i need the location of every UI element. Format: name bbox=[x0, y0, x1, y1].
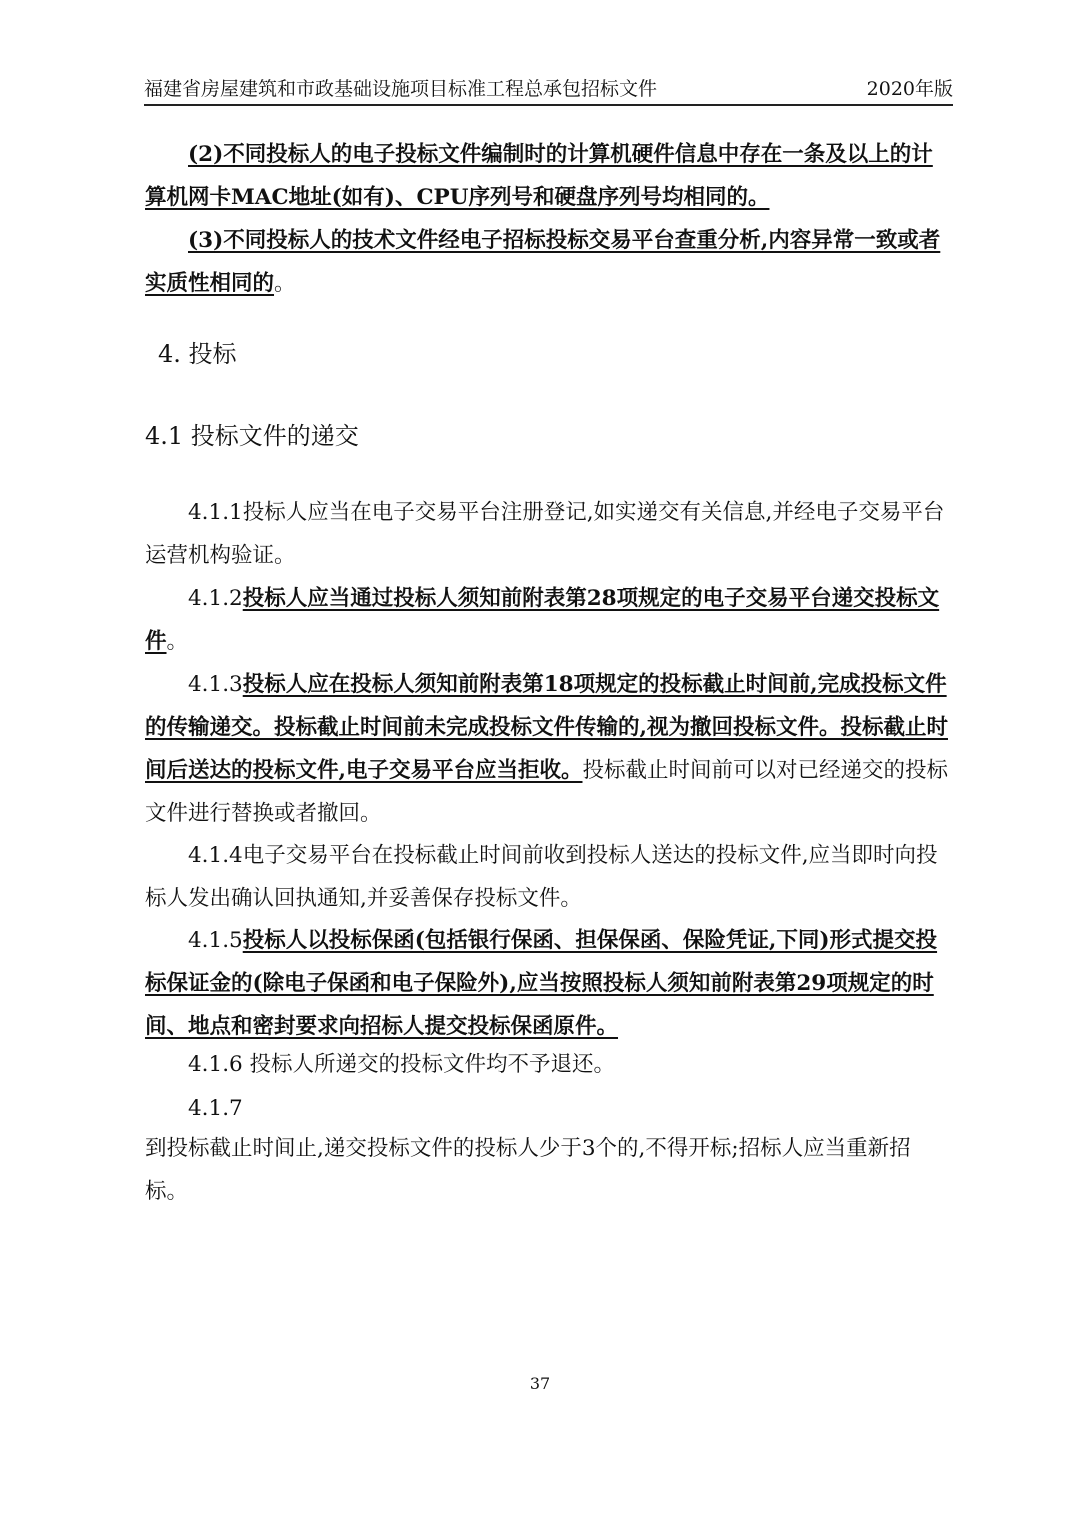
clause-4-1-5-number: 4.1.5 bbox=[188, 928, 243, 953]
paragraph-item-2 bbox=[145, 133, 953, 219]
clause-4-1-5 bbox=[145, 919, 953, 1048]
clause-4-1-7-number: 4.1.7 bbox=[188, 1096, 243, 1121]
paragraph-item-3-end: 。 bbox=[274, 271, 296, 296]
header-edition: 2020年版 bbox=[866, 78, 953, 100]
clause-4-1-6 bbox=[145, 1043, 953, 1086]
page-number: 37 bbox=[529, 1374, 551, 1393]
paragraph-item-3 bbox=[145, 219, 953, 305]
clause-4-1-2 bbox=[145, 577, 953, 663]
clause-4-1-2-text: 投标人应当通过投标人须知前附表第28项规定的电子交易平台递交投标文件 bbox=[145, 586, 940, 654]
clause-4-1-2-number: 4.1.2 bbox=[188, 586, 243, 611]
clause-4-1-3-text-underlined: 投标人应在投标人须知前附表第18项规定的投标截止时间前,完成投标文件的传输递交。投标截止时间前未完成投标文件传输的,视为撤回投标文件。投标截止时间后送达的投标文件,电子交易平台应当拒收。 bbox=[145, 672, 948, 783]
clause-4-1-3 bbox=[145, 663, 953, 835]
clause-4-1-1 bbox=[145, 491, 953, 577]
clause-4-1-2-end: 。 bbox=[166, 629, 189, 654]
paragraph-item-3-text: (3)不同投标人的技术文件经电子招标投标交易平台查重分析,内容异常一致或者实质性相同的 bbox=[145, 228, 941, 296]
clause-4-1-4-text: 电子交易平台在投标截止时间前收到投标人送达的投标文件,应当即时向投标人发出确认回执通知,并妥善保存投标文件。 bbox=[145, 843, 938, 911]
clause-4-1-7-text: 到投标截止时间止,递交投标文件的投标人少于3个的,不得开标;招标人应当重新招标。 bbox=[145, 1136, 911, 1204]
clause-4-1-3-number: 4.1.3 bbox=[188, 672, 243, 697]
paragraph-item-2-text: (2)不同投标人的电子投标文件编制时的计算机硬件信息中存在一条及以上的计算机网卡MAC地址(如有)、CPU序列号和硬盘序列号均相同的。 bbox=[145, 142, 933, 210]
section-heading-4: 4. 投标 bbox=[158, 340, 237, 368]
clause-4-1-1-text: 投标人应当在电子交易平台注册登记,如实递交有关信息,并经电子交易平台运营机构验证。 bbox=[145, 500, 945, 568]
page-header bbox=[144, 76, 953, 106]
clause-4-1-4 bbox=[145, 834, 953, 920]
clause-4-1-6-number: 4.1.6 bbox=[188, 1052, 243, 1077]
header-document-title: 福建省房屋建筑和市政基础设施项目标准工程总承包招标文件 bbox=[144, 78, 658, 100]
clause-4-1-6-text: 投标人所递交的投标文件均不予退还。 bbox=[242, 1052, 616, 1077]
clause-4-1-3-text-rest: 投标截止时间前可以对已经递交的投标文件进行替换或者撤回。 bbox=[145, 758, 949, 826]
clause-4-1-4-number: 4.1.4 bbox=[188, 843, 243, 868]
clause-4-1-1-number: 4.1.1 bbox=[188, 500, 243, 525]
clause-4-1-5-text: 投标人以投标保函(包括银行保函、担保保函、保险凭证,下同)形式提交投标保证金的(除电子保函和电子保险外),应当按照投标人须知前附表第29项规定的时间、地点和密封要求向招标人提交投标保函原件。 bbox=[145, 928, 938, 1039]
section-heading-4-1: 4.1 投标文件的递交 bbox=[145, 422, 359, 450]
